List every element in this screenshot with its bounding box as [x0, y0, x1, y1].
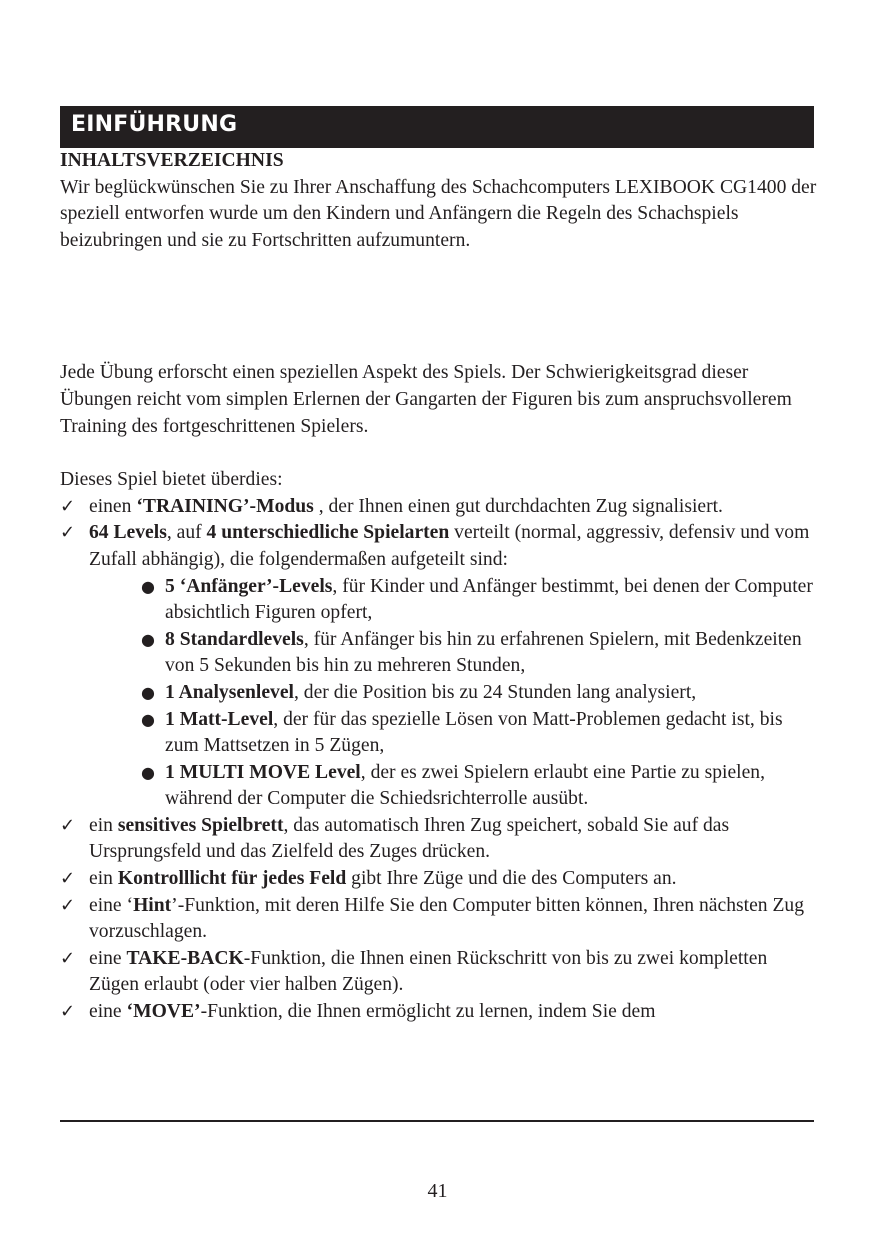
intro-paragraph: Wir beglückwünschen Sie zu Ihrer Anschaffung des Schachcomputers LEXIBOOK CG1400 der speziell entworfen wurde um den Kindern und Anfängern die Regeln des Schachspiels beizubringen und sie zu Fortschritten aufzumuntern.: [60, 176, 817, 251]
check-mark-icon: ✓: [60, 1001, 76, 1023]
section-heading: INHALTSVERZEICHNIS: [60, 150, 284, 171]
bullet-icon: ●: [141, 682, 155, 702]
check-mark-icon: ✓: [60, 814, 76, 836]
bullet-icon: ●: [141, 709, 155, 729]
bullet-icon: ●: [141, 762, 155, 782]
feature-list: [60, 494, 820, 1026]
feature-item: ✓ eine TAKE-BACK-Funktion, die Ihnen einen Rückschritt von bis zu zwei kompletten Zügen erlaubt (oder vier halben Zügen).: [60, 947, 768, 996]
footer-divider: [60, 1120, 814, 1122]
level-item: ● 5 ‘Anfänger’-Levels, für Kinder und Anfänger bestimmt, bei denen der Computer absichtlich Figuren opfert,: [141, 575, 813, 624]
feature-item: ✓ ein Kontrolllicht für jedes Feld gibt Ihre Züge und die des Computers an.: [60, 866, 820, 893]
banner-title: EINFÜHRUNG: [71, 112, 238, 137]
level-item: ● 1 Analysenlevel, der die Position bis zu 24 Stunden lang analysiert,: [136, 680, 820, 707]
check-mark-icon: ✓: [60, 894, 76, 916]
bullet-icon: ●: [141, 576, 155, 596]
feature-item: ✓ eine ‘MOVE’-Funktion, die Ihnen ermöglicht zu lernen, indem Sie dem: [60, 999, 820, 1026]
section-banner: [60, 106, 814, 148]
feature-item: ✓ einen ‘TRAINING’-Modus , der Ihnen einen gut durchdachten Zug signalisiert.: [60, 494, 820, 521]
feature-item: ✓ 64 Levels, auf 4 unterschiedliche Spielarten verteilt (normal, aggressiv, defensiv und vom Zufall abhängig), die folgendermaßen aufgeteilt sind: ● 5 ‘Anfänger’-Levels, für Kinder und Anfänger bestimmt, bei denen der Computer absichtlich Figuren opfert, ● 8 Standardlevels, für Anfänger bis hin zu erfahrenen Spielern, mit Bedenkzeiten von 5 Sekunden bis hin zu mehreren Stunden, ● 1 Analysenlevel, der die Position bis zu 24 Stunden lang analysiert, ● 1 Matt-Level, der für das spezielle Lösen von Matt-Problemen gedacht ist, bis zum Mattsetzen in 5 Zügen, ● 1 MULTI MOVE Level, der es zwei Spielern erlaubt eine Partie zu spielen, während der Computer die Schiedsrichterrolle ausübt.: [60, 520, 820, 813]
check-mark-icon: ✓: [60, 947, 76, 969]
exercise-paragraph: Jede Übung erforscht einen speziellen Aspekt des Spiels. Der Schwierigkeitsgrad dieser Übungen reicht vom simplen Erlernen der Gangarten der Figuren bis zum anspruchsvollerem Training des fortgeschrittenen Spielers.: [60, 362, 792, 437]
feature-item: ✓ ein sensitives Spielbrett, das automatisch Ihren Zug speichert, sobald Sie auf das Ursprungsfeld und das Zielfeld des Zuges drücken.: [60, 814, 730, 863]
level-list: [89, 574, 820, 813]
level-item: ● 1 MULTI MOVE Level, der es zwei Spielern erlaubt eine Partie zu spielen, während der Computer die Schiedsrichterrolle ausübt.: [141, 761, 766, 810]
check-mark-icon: ✓: [60, 868, 76, 890]
level-item: ● 8 Standardlevels, für Anfänger bis hin zu erfahrenen Spielern, mit Bedenkzeiten von 5 Sekunden bis hin zu mehreren Stunden,: [141, 628, 802, 677]
bullet-icon: ●: [141, 629, 155, 649]
page-content: [60, 148, 820, 1026]
level-item: ● 1 Matt-Level, der für das spezielle Lösen von Matt-Problemen gedacht ist, bis zum Mattsetzen in 5 Zügen,: [141, 708, 783, 757]
page-number: 41: [427, 1180, 448, 1202]
feature-item: ✓ eine ‘Hint’-Funktion, mit deren Hilfe Sie den Computer bitten können, Ihren nächsten Zug vorzuschlagen.: [60, 894, 805, 943]
check-mark-icon: ✓: [60, 495, 76, 517]
features-intro: Dieses Spiel bietet überdies:: [60, 469, 283, 491]
check-mark-icon: ✓: [60, 522, 76, 544]
